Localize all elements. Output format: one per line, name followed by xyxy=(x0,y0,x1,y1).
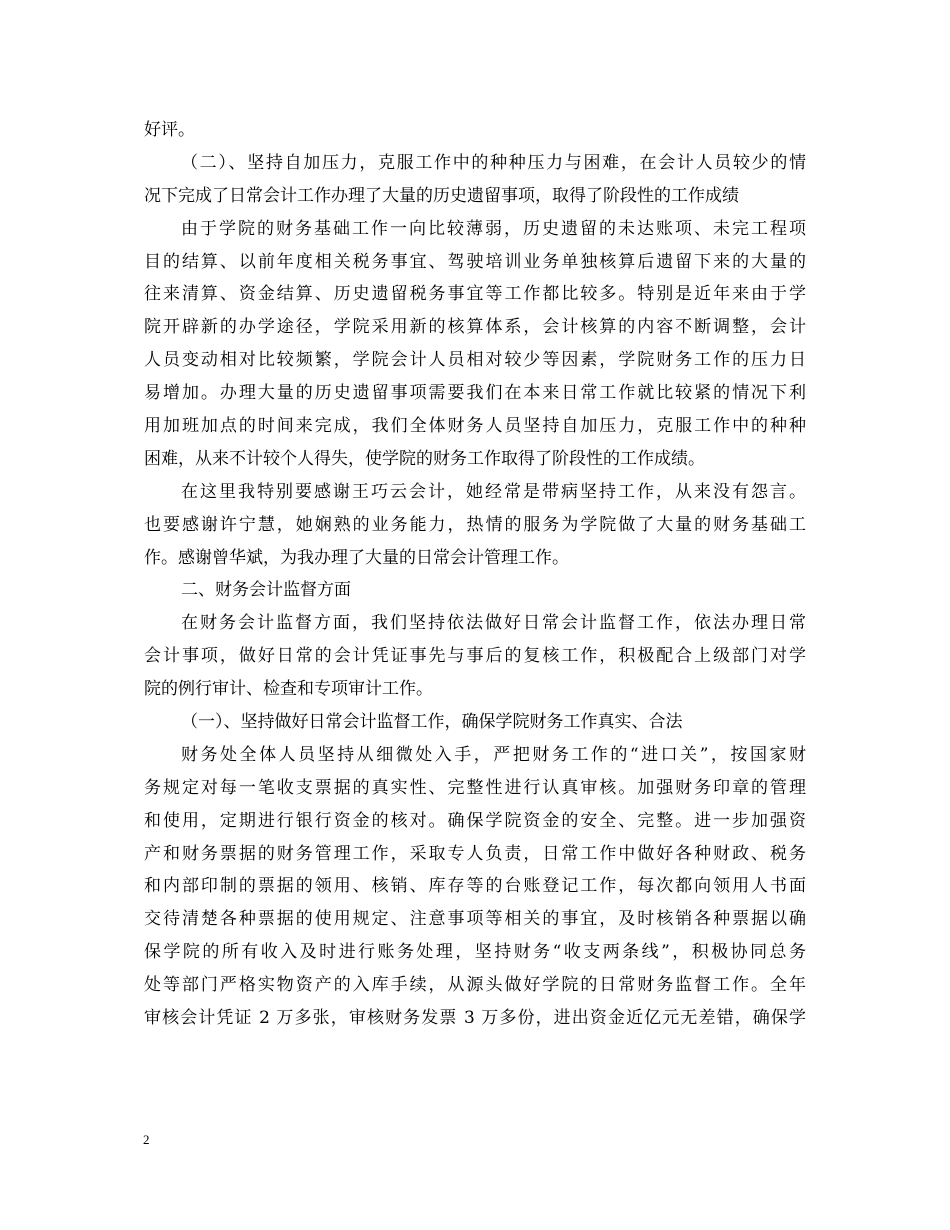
text-line: 由于学院的财务基础工作一向比较薄弱，历史遗留的未达账项、未完工程项 xyxy=(181,218,806,239)
text-line: 财务处全体人员坚持从细微处入手，严把财务工作的“进口关”，按国家财 xyxy=(181,744,806,765)
text-line: 保学院的所有收入及时进行账务处理，坚持财务“收支两条线”，积极协同总务 xyxy=(144,942,806,963)
text-line: 二、财务会计监督方面 xyxy=(181,580,351,601)
text-line: 和使用，定期进行银行资金的核对。确保学院资金的安全、完整。进一步加强资 xyxy=(144,810,806,831)
text-line: 处等部门严格实物资产的入库手续，从源头做好学院的日常财务监督工作。全年 xyxy=(144,975,806,996)
text-line: 院开辟新的办学途径，学院采用新的核算体系，会计核算的内容不断调整，会计 xyxy=(144,317,806,338)
text-line: 用加班加点的时间来完成，我们全体财务人员坚持自加压力，克服工作中的种种 xyxy=(144,416,806,437)
document-body xyxy=(144,114,806,1035)
text-line: 和内部印制的票据的领用、核销、库存等的台账登记工作，每次都向领用人书面 xyxy=(144,876,806,897)
text-line: 会计事项，做好日常的会计凭证事先与事后的复核工作，积极配合上级部门对学 xyxy=(144,646,806,667)
text-line: 易增加。办理大量的历史遗留事项需要我们在本来日常工作就比较紧的情况下利 xyxy=(144,383,806,404)
text-line: 况下完成了日常会计工作办理了大量的历史遗留事项，取得了阶段性的工作成绩 xyxy=(144,185,739,206)
text-line: 往来清算、资金结算、历史遗留税务事宜等工作都比较多。特别是近年来由于学 xyxy=(144,284,806,305)
text-line: 在这里我特别要感谢王巧云会计，她经常是带病坚持工作，从来没有怨言。 xyxy=(181,481,806,502)
text-line: 院的例行审计、检查和专项审计工作。 xyxy=(144,679,433,700)
text-line: 务规定对每一笔收支票据的真实性、完整性进行认真审核。加强财务印章的管理 xyxy=(144,777,806,798)
text-line: 在财务会计监督方面，我们坚持依法做好日常会计监督工作，依法办理日常 xyxy=(181,613,806,634)
text-line: 审核会计凭证 2 万多张，审核财务发票 3 万多份，进出资金近亿元无差错，确保学 xyxy=(144,1008,806,1029)
text-line: 也要感谢许宁慧，她娴熟的业务能力，热情的服务为学院做了大量的财务基础工 xyxy=(144,514,806,535)
text-line: （一）、坚持做好日常会计监督工作，确保学院财务工作真实、合法 xyxy=(181,712,683,733)
text-line: 好评。 xyxy=(144,120,195,140)
text-line: 目的结算、以前年度相关税务事宜、驾驶培训业务单独核算后遗留下来的大量的 xyxy=(144,251,806,272)
text-line: （二）、坚持自加压力，克服工作中的种种压力与困难，在会计人员较少的情 xyxy=(181,152,806,173)
page-number: 2 xyxy=(143,1132,150,1147)
text-line: 作。感谢曾华斌，为我办理了大量的日常会计管理工作。 xyxy=(144,547,569,568)
text-line: 产和财务票据的财务管理工作，采取专人负责，日常工作中做好各种财政、税务 xyxy=(144,843,806,864)
text-line: 困难，从来不计较个人得失，使学院的财务工作取得了阶段性的工作成绩。 xyxy=(144,448,705,469)
text-line: 交待清楚各种票据的使用规定、注意事项等相关的事宜，及时核销各种票据以确 xyxy=(144,909,806,930)
text-line: 人员变动相对比较频繁，学院会计人员相对较少等因素，学院财务工作的压力日 xyxy=(144,350,806,371)
